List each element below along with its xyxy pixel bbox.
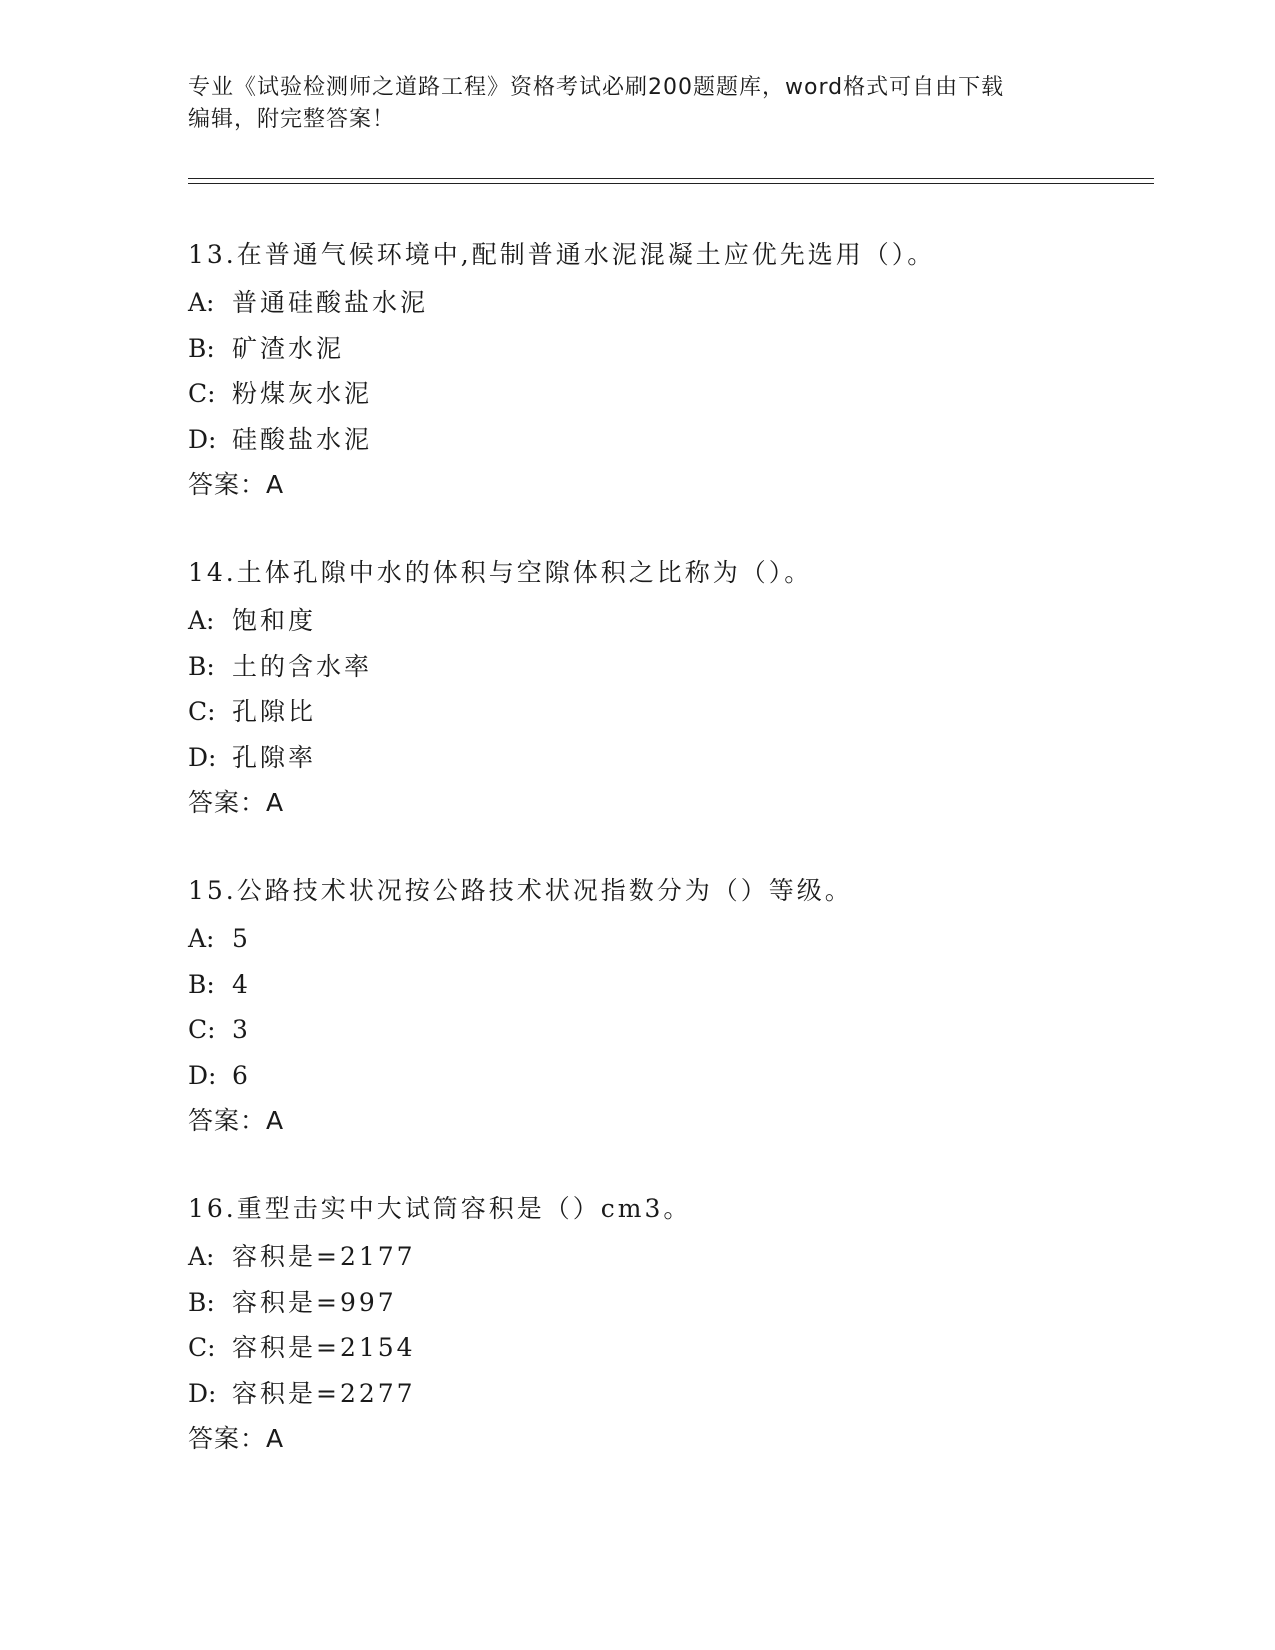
option-letter: D: — [188, 1378, 217, 1408]
option-text: 容积是=2154 — [232, 1333, 416, 1362]
question-block — [188, 548, 1148, 825]
question-title: 13.在普通气候环境中,配制普通水泥混凝土应优先选用（）。 — [188, 240, 936, 269]
option-letter: B: — [188, 969, 215, 999]
option-c — [188, 689, 1148, 735]
option-letter: B: — [188, 333, 215, 363]
option-d — [188, 1371, 1148, 1417]
option-letter: C: — [188, 379, 216, 408]
option-text: 孔隙率 — [232, 742, 317, 772]
answer-line: 答案：A — [188, 1106, 285, 1135]
option-text: 3 — [232, 1015, 251, 1044]
question-title: 16.重型击实中大试筒容积是（）cm3。 — [188, 1194, 692, 1223]
option-text: 容积是=997 — [232, 1287, 397, 1317]
answer-line: 答案：A — [188, 1424, 285, 1453]
option-text: 6 — [232, 1060, 251, 1090]
option-letter: A: — [188, 288, 215, 317]
question-block — [188, 1184, 1148, 1461]
option-c — [188, 1325, 1148, 1371]
option-a — [188, 1234, 1148, 1280]
header-divider-top — [188, 178, 1154, 179]
option-d — [188, 417, 1148, 463]
option-text: 硅酸盐水泥 — [232, 424, 373, 454]
question-title: 14.土体孔隙中水的体积与空隙体积之比称为（）。 — [188, 558, 813, 587]
header-divider-bottom — [188, 183, 1154, 184]
option-b — [188, 1280, 1148, 1326]
option-text: 普通硅酸盐水泥 — [232, 288, 429, 317]
option-letter: D: — [188, 1060, 217, 1090]
option-a — [188, 916, 1148, 962]
option-c — [188, 371, 1148, 417]
option-text: 5 — [232, 924, 251, 953]
option-text: 容积是=2277 — [232, 1378, 416, 1408]
option-letter: B: — [188, 1287, 215, 1317]
answer-line: 答案：A — [188, 470, 285, 499]
option-b — [188, 326, 1148, 372]
option-d — [188, 1053, 1148, 1099]
option-text: 容积是=2177 — [232, 1242, 416, 1271]
option-b — [188, 644, 1148, 690]
option-text: 粉煤灰水泥 — [232, 379, 373, 408]
option-letter: B: — [188, 651, 215, 681]
answer-line: 答案：A — [188, 788, 285, 817]
option-a — [188, 280, 1148, 326]
option-a — [188, 598, 1148, 644]
option-letter: D: — [188, 742, 217, 772]
option-d — [188, 735, 1148, 781]
question-block — [188, 230, 1148, 507]
option-text: 矿渣水泥 — [232, 333, 345, 363]
option-text: 土的含水率 — [232, 651, 373, 681]
option-letter: A: — [188, 606, 215, 635]
option-text: 4 — [232, 969, 251, 999]
option-letter: C: — [188, 1333, 216, 1362]
option-letter: A: — [188, 924, 215, 953]
question-title: 15.公路技术状况按公路技术状况指数分为（）等级。 — [188, 876, 853, 905]
option-letter: C: — [188, 1015, 216, 1044]
option-b — [188, 962, 1148, 1008]
option-text: 孔隙比 — [232, 697, 317, 726]
document-header — [188, 72, 1088, 136]
option-letter: C: — [188, 697, 216, 726]
question-block — [188, 866, 1148, 1143]
option-text: 饱和度 — [232, 606, 317, 635]
option-letter: D: — [188, 424, 217, 454]
header-line-2: 编辑，附完整答案！ — [188, 107, 396, 132]
header-line-1: 专业《试验检测师之道路工程》资格考试必刷200题题库，word格式可自由下载 — [188, 75, 1005, 100]
option-letter: A: — [188, 1242, 215, 1271]
option-c — [188, 1007, 1148, 1053]
